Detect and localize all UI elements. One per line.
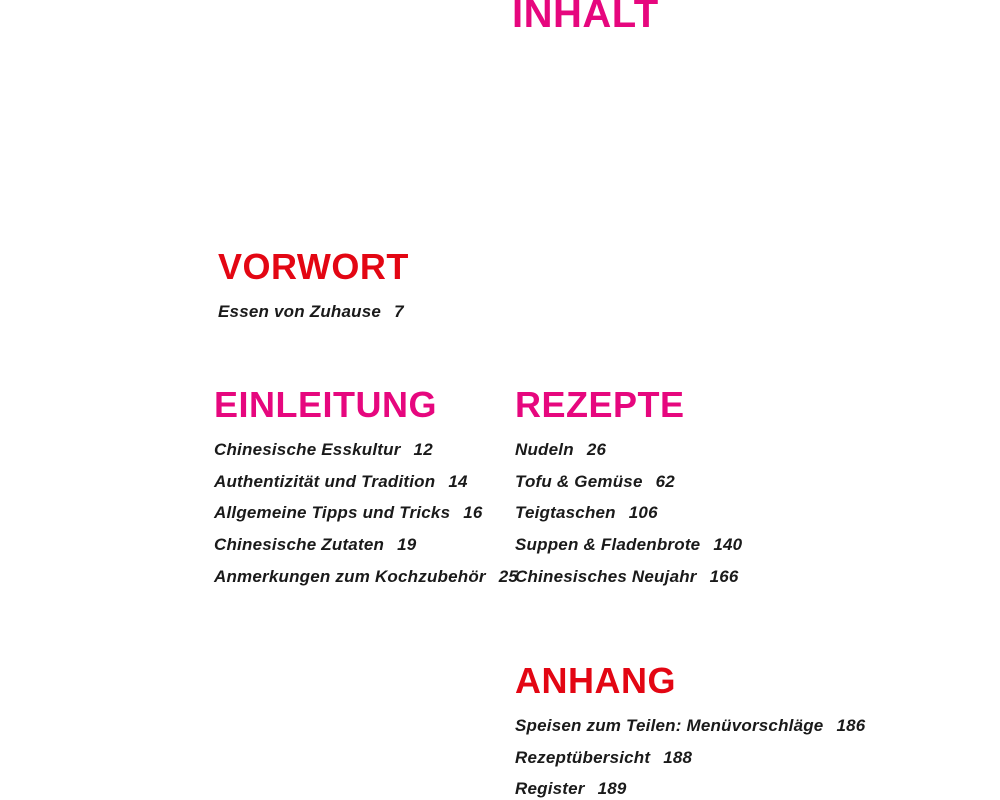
toc-entry-page-number: 25 (498, 566, 519, 586)
toc-entry (515, 710, 865, 742)
toc-entry-label: Register (515, 779, 585, 799)
toc-entry (214, 434, 518, 466)
toc-entry-page-number: 140 (713, 535, 743, 555)
section-heading-anhang: ANHANG (515, 660, 676, 701)
toc-entry (515, 434, 742, 466)
toc-entry-page-number: 19 (397, 535, 417, 555)
toc-entry-page-number: 7 (394, 302, 404, 321)
toc-entry (515, 561, 742, 593)
toc-entry-label: Chinesische Zutaten (214, 535, 385, 555)
toc-entry-label: Nudeln (515, 440, 574, 459)
toc-entry-label: Authentizität und Tradition (214, 471, 436, 491)
page-title: INHALT (512, 0, 659, 36)
toc-section-einleitung (214, 384, 519, 593)
toc-entry (515, 529, 742, 561)
toc-entry (515, 742, 865, 774)
toc-entry-label: Teigtaschen (515, 503, 616, 523)
toc-entry-page-number: 166 (709, 566, 739, 586)
toc-entry-label: Chinesisches Neujahr (515, 566, 697, 586)
toc-entry (515, 773, 865, 800)
section-item-list (515, 434, 742, 593)
toc-entry (214, 497, 518, 529)
toc-entry (218, 296, 409, 328)
toc-entry-page-number: 186 (836, 716, 866, 735)
toc-entry-label: Allgemeine Tipps und Tricks (214, 503, 451, 523)
toc-entry (214, 561, 518, 593)
toc-entry (515, 466, 742, 498)
toc-entry-label: Suppen & Fladenbrote (515, 535, 701, 555)
toc-entry-page-number: 62 (655, 471, 675, 491)
toc-entry-label: Rezeptübersicht (515, 747, 651, 767)
toc-entry (214, 529, 518, 561)
toc-section-vorwort (218, 246, 409, 328)
toc-entry-page-number: 12 (413, 440, 433, 459)
toc-section-rezepte (515, 384, 743, 593)
toc-entry-page-number: 188 (663, 747, 693, 767)
toc-entry-page-number: 14 (448, 471, 468, 491)
toc-entry (214, 466, 518, 498)
toc-entry-page-number: 26 (586, 440, 607, 459)
section-item-list (515, 710, 865, 800)
section-heading-rezepte: REZEPTE (515, 384, 685, 425)
toc-entry-label: Essen von Zuhause (218, 302, 382, 321)
toc-entry-label: Tofu & Gemüse (515, 471, 643, 491)
toc-entry-label: Speisen zum Teilen: Menüvorschläge (515, 716, 824, 735)
section-item-list (218, 296, 409, 328)
section-heading-vorwort: VORWORT (218, 246, 409, 287)
toc-entry-label: Anmerkungen zum Kochzubehör (214, 566, 486, 586)
section-heading-einleitung: EINLEITUNG (214, 384, 438, 425)
toc-entry (515, 497, 742, 529)
toc-entry-page-number: 189 (597, 779, 627, 799)
toc-section-anhang (515, 660, 866, 800)
toc-entry-label: Chinesische Esskultur (214, 440, 401, 459)
section-item-list (214, 434, 518, 593)
toc-entry-page-number: 16 (463, 503, 483, 523)
toc-entry-page-number: 106 (628, 503, 658, 523)
